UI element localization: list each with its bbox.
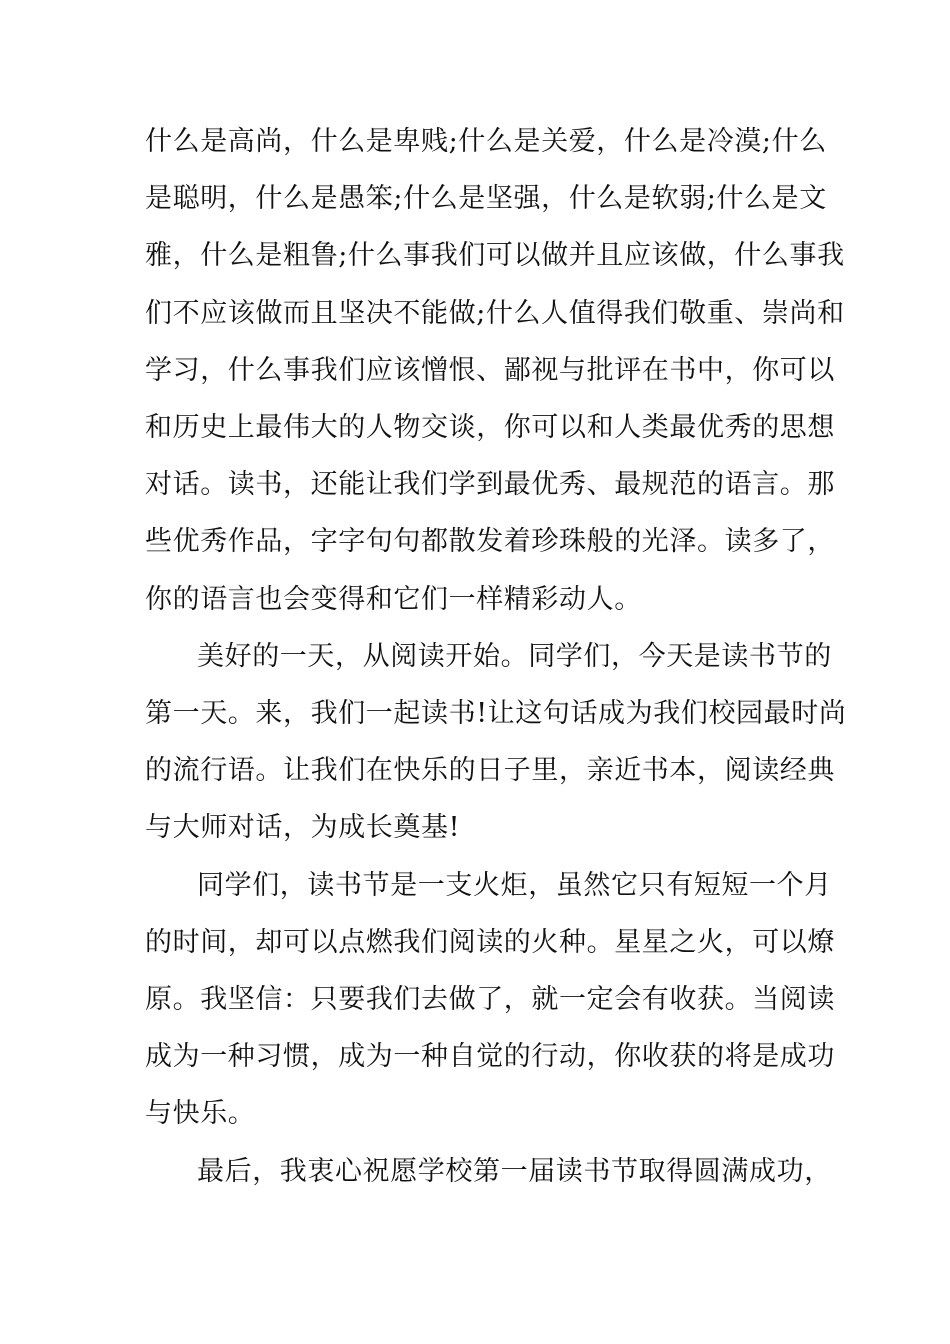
text-line: 你的语言也会变得和它们一样精彩动人。 (145, 584, 642, 615)
text-line: 与快乐。 (145, 1098, 256, 1129)
text-line: 第一天。来，我们一起读书!让这句话成为我们校园最时尚 (145, 698, 847, 729)
text-line: 学习，什么事我们应该憎恨、鄙视与批评在书中，你可以 (145, 355, 835, 386)
text-line: 的流行语。让我们在快乐的日子里，亲近书本，阅读经典 (145, 755, 835, 786)
text-line: 什么是高尚，什么是卑贱;什么是关爱，什么是冷漠;什么 (145, 126, 827, 157)
text-line: 与大师对话，为成长奠基! (145, 812, 461, 843)
text-line: 原。我坚信：只要我们去做了，就一定会有收获。当阅读 (145, 984, 835, 1015)
text-line: 些优秀作品，字字句句都散发着珍珠般的光泽。读多了， (145, 526, 835, 557)
paragraph-start-line: 美好的一天，从阅读开始。同学们，今天是读书节的 (197, 641, 832, 672)
paragraph-start-line: 同学们，读书节是一支火炬，虽然它只有短短一个月 (197, 870, 832, 901)
paragraph-start-line: 最后，我衷心祝愿学校第一届读书节取得圆满成功， (197, 1156, 832, 1187)
text-line: 对话。读书，还能让我们学到最优秀、最规范的语言。那 (145, 469, 835, 500)
text-line: 和历史上最伟大的人物交谈，你可以和人类最优秀的思想 (145, 412, 835, 443)
text-line: 的时间，却可以点燃我们阅读的火种。星星之火，可以燎 (145, 927, 835, 958)
text-line: 雅，什么是粗鲁;什么事我们可以做并且应该做，什么事我 (145, 240, 845, 271)
text-line: 成为一种习惯，成为一种自觉的行动，你收获的将是成功 (145, 1041, 835, 1072)
text-line: 们不应该做而且坚决不能做;什么人值得我们敬重、崇尚和 (145, 298, 845, 329)
text-line: 是聪明，什么是愚笨;什么是坚强，什么是软弱;什么是文 (145, 183, 827, 214)
